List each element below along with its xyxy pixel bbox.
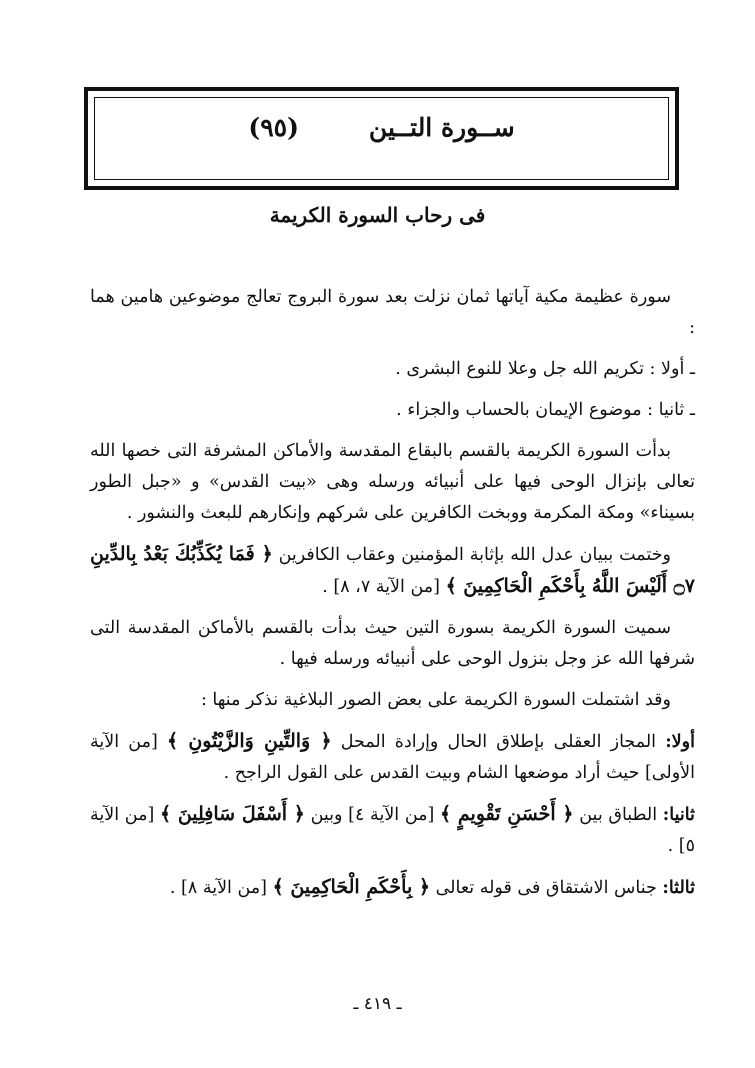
quran-verse-5: ﴿ أَسْفَلَ سَافِلِينَ ﴾ [159,803,305,825]
surah-title: ســورة التــين [368,113,515,142]
item-text-3: جناس الاشتقاق فى قوله تعالى [435,878,657,898]
paragraph-second-topic: ـ ثانيا : موضوع الإيمان بالحساب والجزاء . [396,400,695,420]
paragraph-intro: سورة عظيمة مكية آياتها ثمان نزلت بعد سورة البروج تعالج موضوعين هامين هما : [90,287,695,338]
surah-header-frame [84,87,679,190]
item-reference-1: [من الآية الأولى] حيث أراد موضعها الشام وبيت القدس على القول الراجح . [90,732,695,783]
body-text [90,282,695,914]
closing-text: وختمت ببيان عدل الله بإثابة المؤمنين وعقاب الكافرين [278,545,671,565]
verse-reference: [من الآية ٧، ٨] . [322,577,440,597]
paragraph-closing [90,539,695,603]
paragraph-rhetoric-intro: وقد اشتملت السورة الكريمة على بعض الصور البلاغية نذكر منها : [200,690,671,710]
item-label-2: ثانيا: [662,805,695,825]
item-reference-3: [من الآية ٨] . [169,878,267,898]
paragraph-opening: بدأت السورة الكريمة بالقسم بالبقاع المقدسة والأماكن المشرفة التى خصها الله تعالى بإنزال الوحى فيها على أنبيائه ورسله وهى «بيت القدس» و «جبل الطور بسيناء» ومكة المكرمة ووبخت الكافرين على شركهم وإنكارهم للبعث والنشور . [90,441,695,523]
surah-header [88,113,675,142]
quran-verse-8: ﴿ بِأَحْكَمِ الْحَاكِمِينَ ﴾ [272,876,430,898]
item-reference-2: [من الآية ٥] . [90,805,695,856]
paragraph-naming: سميت السورة الكريمة بسورة التين حيث بدأت بالقسم بالأماكن المقدسة التى شرفها الله عز وجل بنزول الوحى على أنبيائه ورسله فيها . [90,618,695,669]
quran-verse-4: ﴿ أَحْسَنِ تَقْوِيمٍ ﴾ [440,803,574,825]
quran-verse-7-8: ﴿ فَمَا يُكَذِّبُكَ بَعْدُ بِالدِّينِ ۝٧ أَلَيْسَ اللَّهُ بِأَحْكَمِ الْحَاكِمِينَ ﴾ [90,543,695,597]
paragraph-rhetoric-1 [90,726,695,789]
item-label-1: أولا: [665,732,695,752]
page-number: ـ ٤١٩ ـ [353,994,402,1014]
item-text-2: الطباق بين [579,805,658,825]
paragraph-rhetoric-3 [90,872,695,904]
item-text-1: المجاز العقلى بإطلاق الحال وإرادة المحل [340,732,657,752]
item-label-3: ثالثا: [662,878,695,898]
item-middle-2: [من الآية ٤] وبين [310,805,435,825]
paragraph-first-topic: ـ أولا : تكريم الله جل وعلا للنوع البشرى . [395,359,695,379]
surah-number: (٩٥) [248,113,299,142]
quran-verse-1: ﴿ وَالتِّينِ وَالزَّيْتُونِ ﴾ [166,730,332,752]
section-subtitle: فى رحاب السورة الكريمة [269,203,486,227]
paragraph-rhetoric-2 [90,799,695,862]
